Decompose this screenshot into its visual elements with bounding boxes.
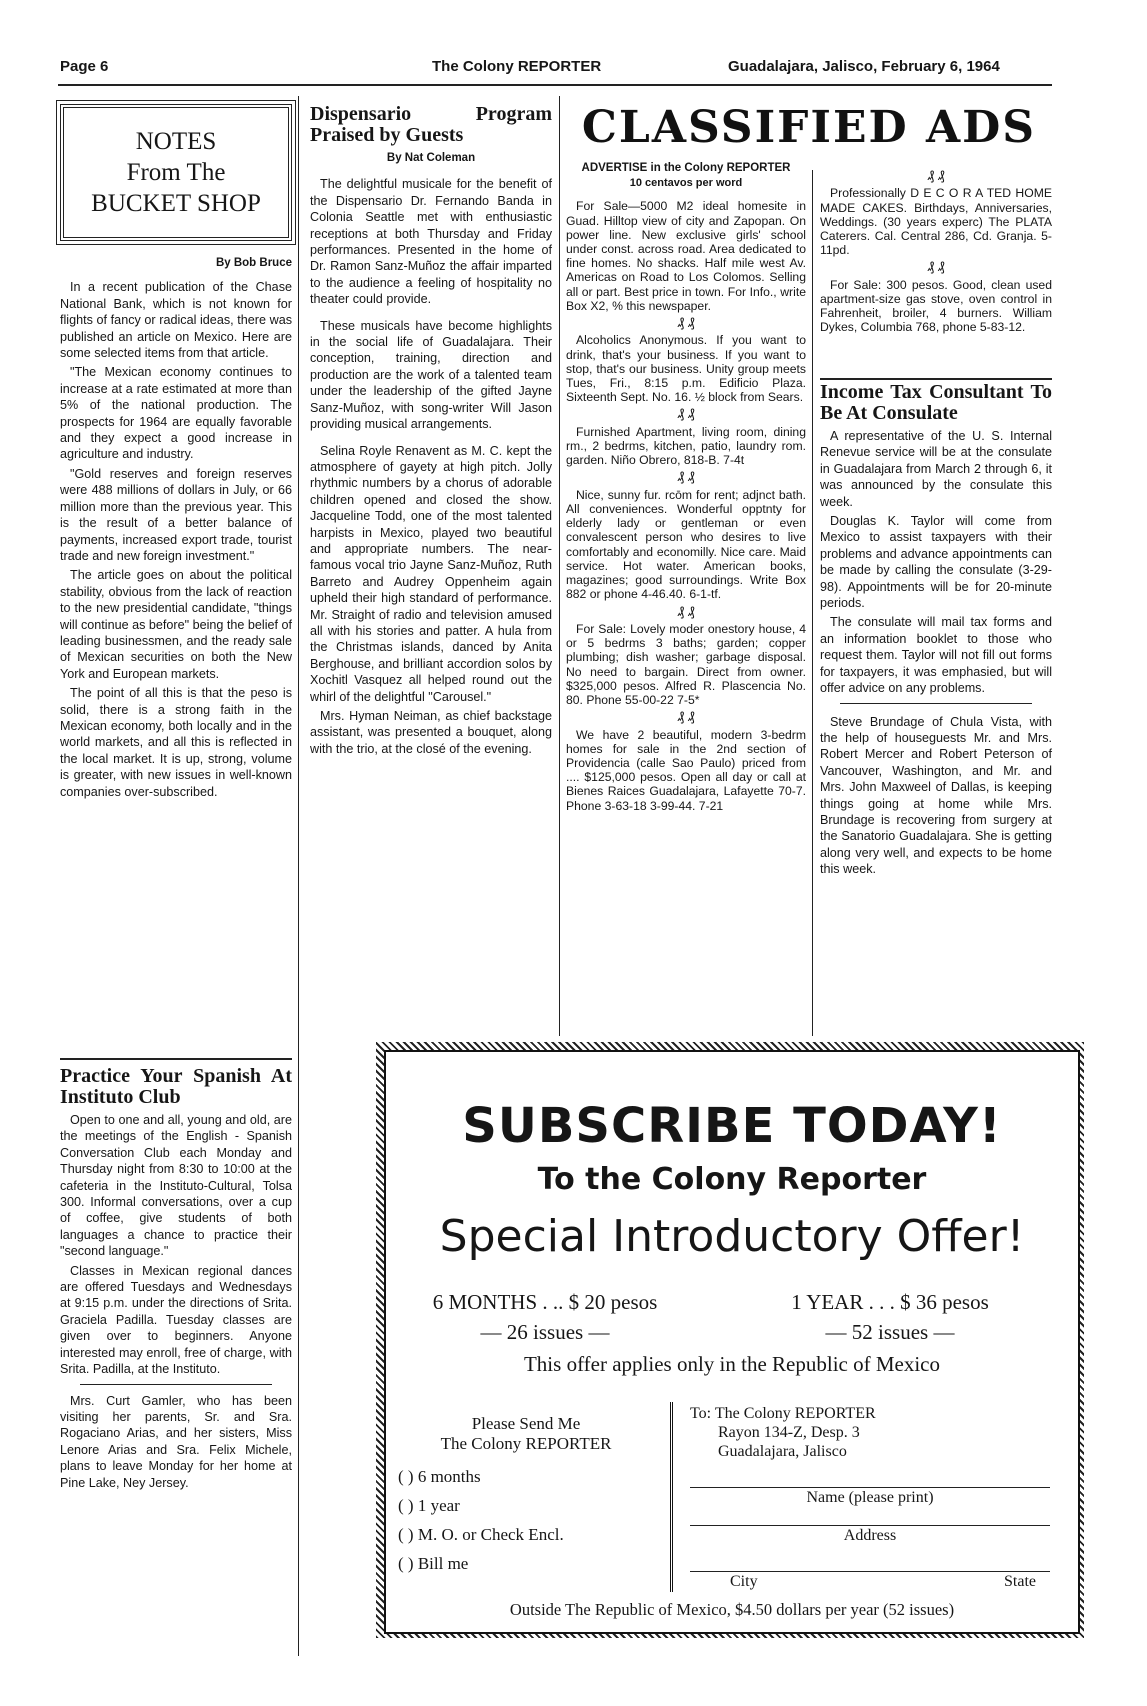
ad-separator: ₰ ₰ [677, 709, 695, 725]
option-money-order[interactable]: ( ) M. O. or Check Encl. [398, 1525, 564, 1544]
send-me: Please Send Me [471, 1414, 581, 1433]
to-address-line: To: The Colony REPORTER [690, 1405, 876, 1422]
ad-separator: ₰ ₰ [677, 469, 695, 485]
spanish-paragraph: Open to one and all, young and old, are the meetings of the English - Spanish Conversation Club each Monday and Thursday night from 8:30 to 10:00 at the cafeteria in the Instituto-Cultural, Tolsa 300. Informal conversations, over a cup of coffee, give students of both languages a chance to practice their "second language." [60, 1113, 292, 1259]
subscribe-ad [384, 1050, 1080, 1634]
paper-name: The Colony REPORTER [432, 58, 602, 75]
notes-source: BUCKET SHOP [91, 190, 261, 217]
notes-byline: By Bob Bruce [215, 257, 292, 269]
ad-separator: ₰ ₰ [677, 406, 695, 422]
divider [840, 703, 1032, 704]
dispensario-paragraph: Selina Royle Renavent as M. C. kept the atmosphere of gayety at high pitch. Jolly rhythmic numbers by a chorus of adorable children opened and closed the show. Jacqueline Todd, one of the most talented harpists in Mexico, played two beautiful and appropriate numbers. The near-famous vocal trio Jayne Sanz-Muñoz, Ruth Barreto and Audrey Oppenheim again upheld their high standard of performance. Mr. Straight of radio and television amused all with his stories and patter. A hula from the Christmas islands, danced by Anita Berghouse, and brilliant accordion solos by Xochitl Vasquez all helped round out the whirl of the delightful "Carousel." [310, 443, 552, 704]
one-year-issues: — 52 issues — [825, 1320, 955, 1344]
dateline: Guadalajara, Jalisco, February 6, 1964 [728, 58, 1000, 75]
notes-paragraph: The article goes on about the political stability, obvious from the lack of reaction to the new presidential candidate, "things will continue as before" being the belief of leading businessmen, and the ready sale of Mexican securities on both the New York and European markets. [60, 568, 293, 681]
subscribe-sub: To the Colony Reporter [537, 1162, 927, 1197]
classified-title: CLASSIFIED ADS [581, 102, 1037, 153]
outside-rate: Outside The Republic of Mexico, $4.50 dollars per year (52 issues) [509, 1600, 955, 1619]
spanish-column [60, 1066, 292, 1494]
ad-separator: ₰ ₰ [927, 259, 945, 275]
classified-column-right [820, 166, 1052, 337]
dispensario-byline: By Nat Coleman [386, 152, 476, 164]
notes-subtitle: From The [126, 159, 226, 186]
option-6-months[interactable]: ( ) 6 months [398, 1467, 481, 1486]
divider [80, 1384, 272, 1385]
ad-separator: ₰ ₰ [677, 315, 695, 331]
notes-box [60, 104, 292, 241]
state-label: State [1004, 1573, 1036, 1590]
tax-paragraph: Douglas K. Taylor will come from Mexico to assist taxpayers with their problems and advance appointments can be made by calling the consulate (3-29-98). Appointments will be for 20-minute periods. [820, 514, 1052, 611]
subscribe-headline: SUBSCRIBE TODAY! [462, 1098, 1002, 1154]
option-bill-me[interactable]: ( ) Bill me [398, 1554, 469, 1573]
classified-ad: For Sale: 300 pesos. Good, clean used apartment-size gas stove, oven control in Fahrenheit, broiler, 4 burners. William Dykes, Columbia 768, phone 5-83-12. [820, 277, 1052, 335]
classified-ad: We have 2 beautiful, modern 3-bedrm homes for sale in the 2nd section of Providencia (calle Sao Paulo) priced from .... $125,000 pesos. Open all day or call at Bienes Raices Guadalajara, Lafayette 70-7. Phone 3-63-18 3-99-44. 7-21 [566, 727, 806, 813]
ads-end-rule [820, 378, 1052, 380]
ad-separator: ₰ ₰ [927, 168, 945, 183]
notes-paragraph: The point of all this is that the peso is solid, there is a strong faith in the Mexican economy, both locally and in the world markets, and all this is reflected in the local market. It is up, strong, volume is greater, with new issues in well-known companies over-subscribed. [60, 686, 292, 799]
social-note: Mrs. Curt Gamler, who has been visiting her parents, Sr. and Sra. Rogaciano Arias, and her sisters, Miss Lenore Arias and Sra. Felix Michele, plans to leave Monday for her home at Pine Lake, Ney Jersey. [60, 1393, 292, 1490]
notes-title: NOTES [135, 128, 217, 155]
social-note: Steve Brundage of Chula Vista, with the help of houseguests Mr. and Mrs. Robert Mercer and Robert Peterson of Vancouver, Washington, and Mr. and Mrs. John Maxweel of Dallas, is keeping things going at home while Mrs. Brundage is recovering from surgery at the Sanatorio Guadalajara. She is getting along very well, and expects to be home this week. [820, 714, 1052, 877]
notes-paragraph: In a recent publication of the Chase National Bank, which is not known for flights of fancy or radical ideas, there was published an article on Mexico. Here are some selected items from that article. [60, 280, 292, 361]
ad-separator: ₰ ₰ [677, 603, 695, 619]
one-year-price: 1 YEAR . . . $ 36 pesos [791, 1290, 989, 1314]
six-months-issues: — 26 issues — [480, 1320, 610, 1344]
dispensario-paragraph: The delightful musicale for the benefit of the Dispensario Dr. Fernando Banda in Colonia Seattle met with enthusiastic receptions at both Thursday and Friday performances. Presented in the home of Dr. Ramon Sanz-Muñoz the affair imparted to the audience a feeling of hospitality no theater could provide. [310, 177, 552, 307]
city-label: City [730, 1573, 758, 1590]
classified-column-left [566, 162, 806, 815]
column-rule-3 [812, 170, 813, 1036]
notes-column [60, 104, 292, 803]
dispensario-paragraph: These musicals have become highlights in the social life of Guadalajara. Their conception, training, direction and production are the work of a talented team under the leadership of the gifted Jayne Sanz-Muñoz, with song-writer Will Jason providing musical arrangements. [310, 318, 552, 432]
six-months-price: 6 MONTHS . .. $ 20 pesos [432, 1290, 658, 1314]
page-number: Page 6 [60, 58, 109, 75]
form-divider [670, 1402, 674, 1592]
tax-headline: Income Tax Consultant To Be At Consulate [820, 381, 1052, 424]
notes-paragraph: "The Mexican economy continues to increase at a rate estimated at more than 5% of the national production. The prospects for 1964 are equally favorable and they expect a good increase in agriculture and industry. [60, 365, 292, 462]
dispensario-paragraph: Mrs. Hyman Neiman, as chief backstage assistant, was presented a bouquet, along with the trio, at the closé of the evening. [310, 709, 552, 756]
subscribe-offer: Special Introductory Offer! [439, 1211, 1025, 1262]
rate-line: 10 centavos per word [629, 177, 743, 189]
classified-ad: Professionally D E C O R A TED HOME MADE CAKES. Birthdays, Anniversaries, Weddings. (30 years experc) The PLATA Caterers. Cal. Central 286, Cd. Granja. 5-11pd. [820, 186, 1052, 258]
dispensario-headline: Dispensario Program Praised by Guests [310, 103, 552, 146]
offer-applies: This offer applies only in the Republic of Mexico [523, 1352, 941, 1376]
to-address-line: Rayon 134-Z, Desp. 3 [718, 1424, 860, 1441]
tax-paragraph: A representative of the U. S. Internal Renevue service will be at the consulate in Guadalajara from March 2 through 6, it was announced by the consulate this week. [820, 429, 1052, 509]
classified-ad: Nice, sunny fur. rcōm for rent; adjnct bath. All conveniences. Wonderful opptnty for elderly lady or gentleman or even convalescent person who desires to live comfortably and economilly. Nice care. Maid service. Hot water. American books, magazines; good surroundings. Write Box 882 or phone 4-46.40. 6-1-tf. [566, 487, 806, 602]
name-label: Name (please print) [806, 1489, 934, 1506]
to-address-line: Guadalajara, Jalisco [718, 1443, 847, 1460]
spanish-headline: Practice Your Spanish At Instituto Club [60, 1065, 292, 1108]
column-rule-2 [559, 96, 560, 1036]
tax-column [820, 382, 1052, 881]
dispensario-column [310, 104, 552, 760]
tax-paragraph: The consulate will mail tax forms and an information booklet to those who request them. Taylor will not fill out forms for taxpayers, it was emphasied, but will offer advice on any problems. [820, 615, 1052, 696]
classified-ad: For Sale—5000 M2 ideal homesite in Guad. Hilltop view of city and Zapopan. On power line. New exclusive girls' school under const. across road. Area dedicated to fine homes. No shacks. Half mile west Av. Americas on Road to Los Colomos. Selling all or part. Best price in town. For Info., write Box X2, % this newspaper. [566, 199, 806, 313]
advertise-line: ADVERTISE in the Colony REPORTER [581, 162, 791, 174]
option-1-year[interactable]: ( ) 1 year [398, 1496, 460, 1515]
classified-ad: Alcoholics Anonymous. If you want to drink, that's your business. If you want to stop, that's our business. Unity group meets Tues, Fri., 8:15 p.m. Edificio Plaza. Sixteenth Sept. No. 16. ½ block from Sears. [566, 333, 806, 405]
notes-paragraph: "Gold reserves and foreign reserves were 488 millions of dollars in July, or 66 million more than the previous year. This is the result of a better balance of payments, increased export trade, tourist trade and new foreign investment." [60, 466, 292, 563]
address-label: Address [843, 1527, 897, 1544]
classified-ad: For Sale: Lovely moder onestory house, 4 or 5 bedrms 3 baths; garden; copper plumbing; dish washer; garbage disposal. No need to bargain. Direct from owner. $325,000 pesos. Alfred R. Plascencia No. 80. Phone 55-00-22 7-5* [566, 621, 806, 707]
column-rule-1 [298, 96, 299, 1656]
classified-ad: Furnished Apartment, living room, dining rm., 2 bedrms, kitchen, patio, laundry rom. garden. Niño Obrero, 818-B. 7-4t [566, 424, 806, 468]
spanish-paragraph: Classes in Mexican regional dances are offered Tuesdays and Wednesdays at 9:15 p.m. under the directions of Srita. Graciela Padilla. Tuesday classes are given over to beginners. Anyone interested may enroll, free of charge, with Srita. Padilla, at the Instituto. [60, 1263, 292, 1377]
send-paper: The Colony REPORTER [440, 1434, 612, 1453]
header-rule [58, 84, 1052, 86]
notes-end-rule [60, 1058, 292, 1060]
